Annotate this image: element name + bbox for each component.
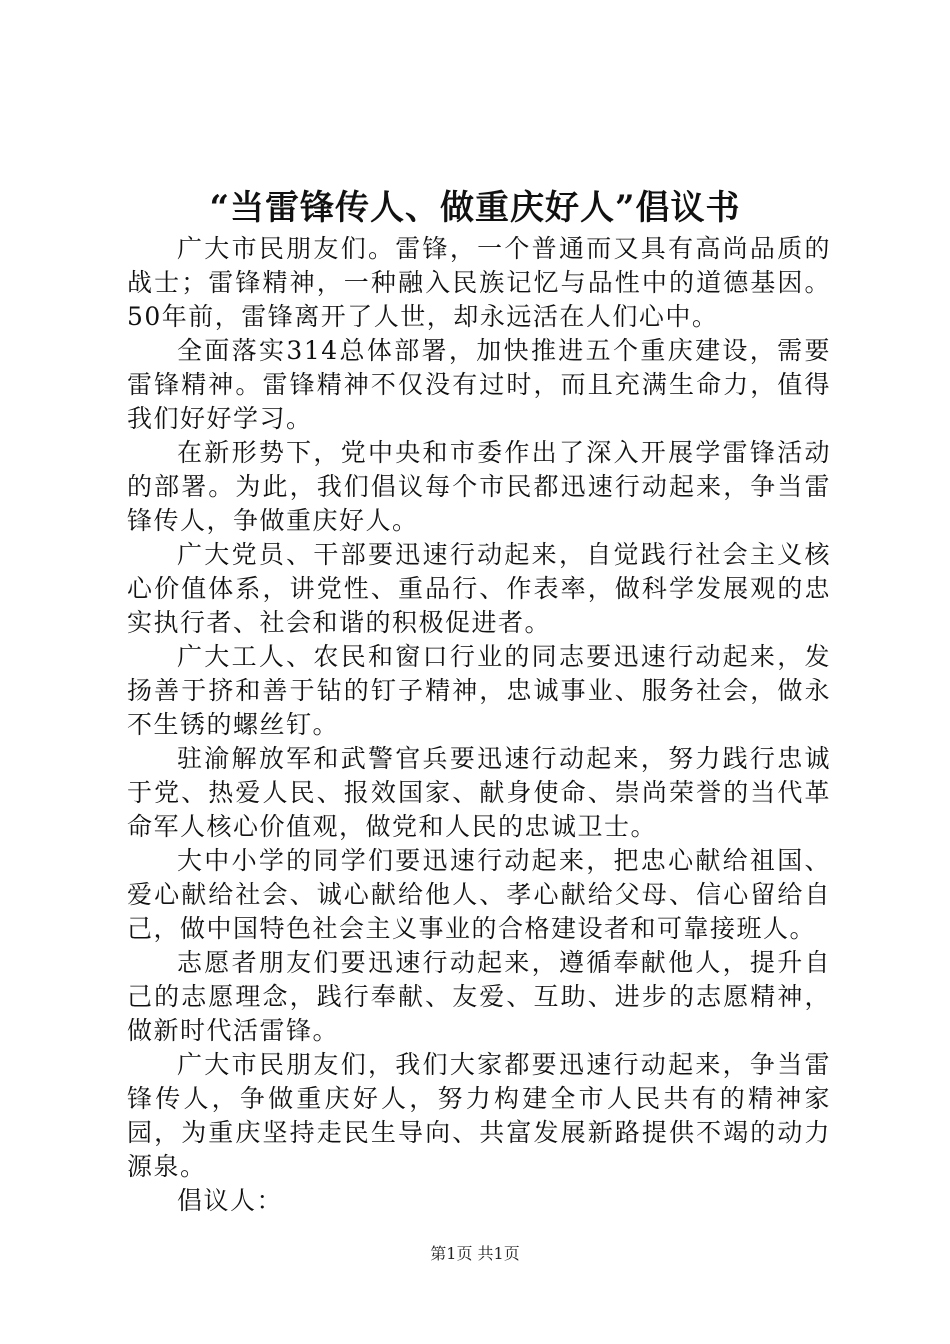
paragraph: 广大市民朋友们，我们大家都要迅速行动起来，争当雷锋传人，争做重庆好人，努力构建全市人民共有的精神家园，为重庆坚持走民生导向、共富发展新路提供不竭的动力源泉。 <box>127 1050 831 1181</box>
paragraph: 驻渝解放军和武警官兵要迅速行动起来，努力践行忠诚于党、热爱人民、报效国家、献身使命、崇尚荣誉的当代革命军人核心价值观，做党和人民的忠诚卫士。 <box>127 744 831 841</box>
paragraph: 全面落实314总体部署，加快推进五个重庆建设，需要雷锋精神。雷锋精神不仅没有过时，而且充满生命力，值得我们好好学习。 <box>127 336 831 433</box>
paragraph: 在新形势下，党中央和市委作出了深入开展学雷锋活动的部署。为此，我们倡议每个市民都迅速行动起来，争当雷锋传人，争做重庆好人。 <box>127 438 831 535</box>
paragraph: 广大市民朋友们。雷锋，一个普通而又具有高尚品质的战士；雷锋精神，一种融入民族记忆与品性中的道德基因。50年前，雷锋离开了人世，却永远活在人们心中。 <box>127 234 831 331</box>
page-number-footer: 第1页 共1页 <box>430 1244 520 1263</box>
document-body <box>127 232 831 1218</box>
paragraph: 志愿者朋友们要迅速行动起来，遵循奉献他人，提升自己的志愿理念，践行奉献、友爱、互助、进步的志愿精神，做新时代活雷锋。 <box>127 948 831 1045</box>
paragraph: 大中小学的同学们要迅速行动起来，把忠心献给祖国、爱心献给社会、诚心献给他人、孝心献给父母、信心留给自己，做中国特色社会主义事业的合格建设者和可靠接班人。 <box>127 846 831 943</box>
signature-line: 倡议人： <box>177 1186 284 1215</box>
paragraph: 广大党员、干部要迅速行动起来，自觉践行社会主义核心价值体系，讲党性、重品行、作表率，做科学发展观的忠实执行者、社会和谐的积极促进者。 <box>127 540 831 637</box>
document-title: “当雷锋传人、做重庆好人”倡议书 <box>209 188 741 228</box>
paragraph: 广大工人、农民和窗口行业的同志要迅速行动起来，发扬善于挤和善于钻的钉子精神，忠诚事业、服务社会，做永不生锈的螺丝钉。 <box>127 642 831 739</box>
